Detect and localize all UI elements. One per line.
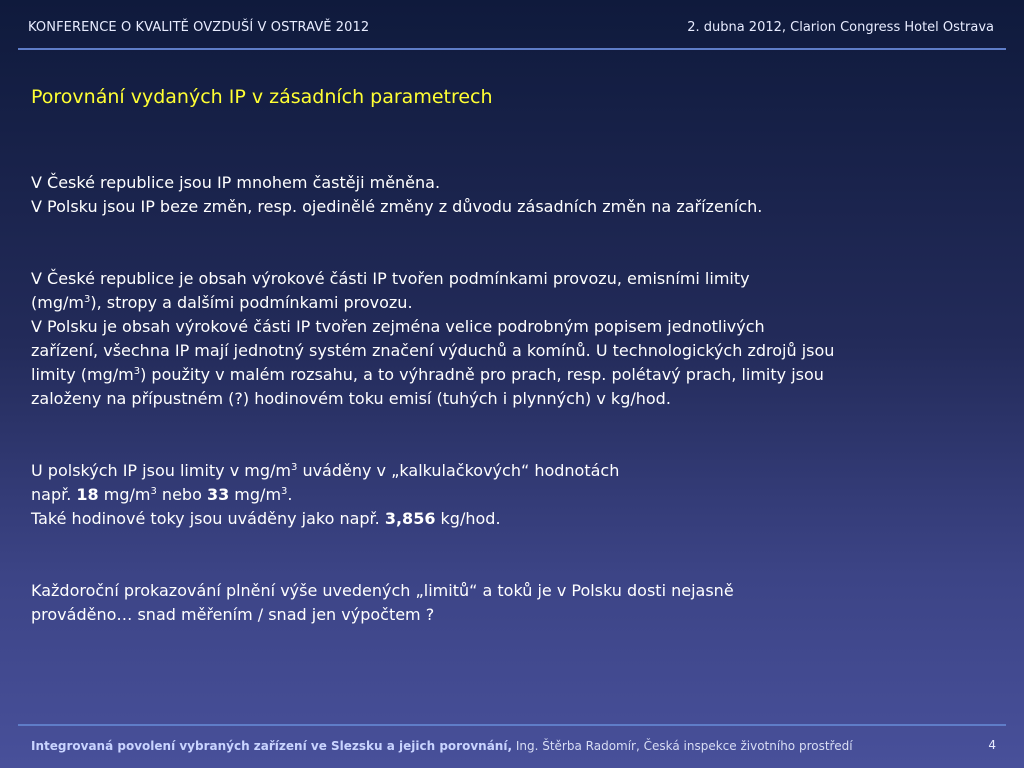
value-3856: 3,856 — [384, 509, 436, 528]
text-line: V České republice je obsah výrokové části IP tvořen podmínkami provozu, emisními limity — [31, 269, 750, 288]
date-venue-header: 2. dubna 2012, Clarion Congress Hotel Ostrava — [687, 20, 994, 35]
slide-title: Porovnání vydaných IP v zásadních parametrech — [31, 85, 493, 108]
paragraph-compliance — [31, 579, 1006, 627]
text-line: V Polsku jsou IP beze změn, resp. ojedinělé změny z důvodu zásadních změn na zařízeních. — [31, 197, 763, 216]
bottom-divider — [18, 724, 1006, 726]
text-line: Každoroční prokazování plnění výše uvedených „limitů“ a toků je v Polsku dosti nejasně — [31, 581, 734, 600]
paragraph-ip-changes — [31, 171, 1006, 219]
value-33: 33 — [206, 485, 230, 504]
footer-author: Ing. Štěrba Radomír, Česká inspekce životního prostředí — [512, 739, 853, 753]
slide-body — [31, 171, 1006, 675]
text-line: zařízení, všechna IP mají jednotný systém značení výduchů a komínů. U technologických zdrojů jsou — [31, 341, 835, 360]
top-divider — [18, 48, 1006, 50]
page-number: 4 — [988, 738, 996, 752]
text-line: U polských IP jsou limity v $mg/m^3$ uváděny v „kalkulačkových“ hodnotách — [31, 461, 620, 480]
text-line: limity $(mg/m^3)$ použity v malém rozsahu, a to výhradně pro prach, resp. polétavý prach, limity jsou — [31, 365, 824, 384]
paragraph-ip-content — [31, 267, 1006, 411]
text-line: $(mg/m^3)$, stropy a dalšími podmínkami provozu. — [31, 293, 413, 312]
text-line: založeny na přípustném (?) hodinovém toku emisí (tuhých i plynných) v kg/hod. — [31, 389, 671, 408]
conference-header: KONFERENCE O KVALITĚ OVZDUŠÍ V OSTRAVĚ 2012 — [28, 20, 370, 35]
footer-citation — [31, 739, 853, 753]
text-line: např. 18 $mg/m^3$ nebo 33 $mg/m^3$. — [31, 485, 293, 504]
footer-presentation-title: Integrovaná povolení vybraných zařízení ve Slezsku a jejich porovnání, — [31, 739, 513, 753]
paragraph-limits-values — [31, 459, 1006, 531]
text-line: V České republice jsou IP mnohem častěji měněna. — [31, 173, 441, 192]
text-line: V Polsku je obsah výrokové části IP tvořen zejména velice podrobným popisem jednotlivých — [31, 317, 765, 336]
text-line: Také hodinové toky jsou uváděny jako např. 3,856 kg/hod. — [31, 509, 501, 528]
value-18: 18 — [76, 485, 99, 504]
text-line: prováděno… snad měřením / snad jen výpočtem ? — [31, 605, 435, 624]
